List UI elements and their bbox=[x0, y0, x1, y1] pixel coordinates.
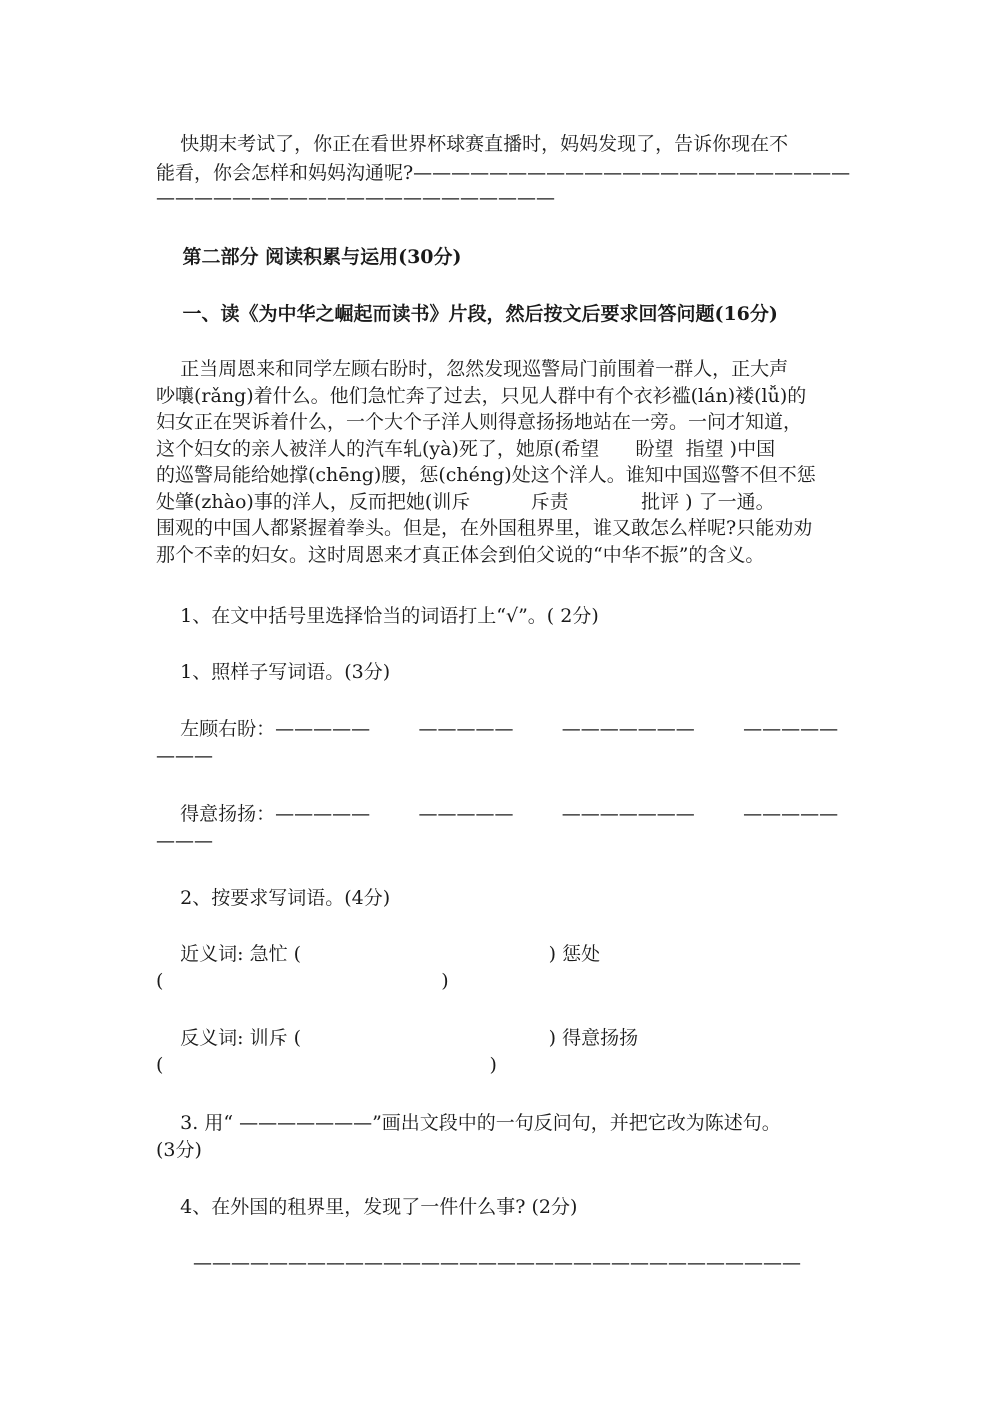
antonym-question-cont: ( ) bbox=[156, 1054, 497, 1076]
question-2-title: 2、按要求写词语。(4分) bbox=[156, 887, 391, 909]
passage-line: 吵嚷(rǎng)着什么。他们急忙奔了过去，只见人群中有个衣衫褴(lán)褛(lǚ)的 bbox=[156, 384, 807, 407]
passage-line: 妇女正在哭诉着什么，一个大个子洋人则得意扬扬地站在一旁。一问才知道， bbox=[156, 411, 803, 433]
question-3: 3. 用“ ———————”画出文段中的一句反问句，并把它改为陈述句。 bbox=[156, 1112, 781, 1134]
intro-line-2: 能看，你会怎样和妈妈沟通呢?——————————————————————— bbox=[156, 162, 851, 184]
antonym-question: 反义词: 训斥 ( ) 得意扬扬 bbox=[156, 1027, 639, 1049]
deyi-yangyang-blanks: 得意扬扬：————— ————— ——————— ————— bbox=[156, 803, 839, 825]
synonym-question-cont: ( ) bbox=[156, 970, 449, 992]
passage-line: 正当周恩来和同学左顾右盼时，忽然发现巡警局门前围着一群人，正大声 bbox=[156, 358, 789, 380]
intro-line-1: 快期末考试了，你正在看世界杯球赛直播时，妈妈发现了，告诉你现在不 bbox=[156, 133, 789, 155]
passage-line: 的巡警局能给她撑(chēng)腰，惩(chéng)处这个洋人。谁知中国巡警不但不惩 bbox=[156, 464, 816, 486]
synonym-question: 近义词: 急忙 ( ) 惩处 bbox=[156, 943, 601, 965]
passage-line: 那个不幸的妇女。这时周恩来才真正体会到伯父说的“中华不振”的含义。 bbox=[156, 543, 765, 566]
question-1-copy-words: 1、照样子写词语。(3分) bbox=[156, 661, 391, 683]
zuogu-youpan-blanks: 左顾右盼：————— ————— ——————— ————— bbox=[156, 718, 839, 740]
answer-line: ———————————————————————————————— bbox=[193, 1252, 801, 1274]
question-4: 4、在外国的租界里，发现了一件什么事? (2分) bbox=[156, 1196, 578, 1218]
question-3-points: (3分) bbox=[156, 1139, 202, 1161]
passage-line: 这个妇女的亲人被洋人的汽车轧(yà)死了，她原(希望 盼望 指望 )中国 bbox=[156, 437, 776, 460]
passage-line: 处肇(zhào)事的洋人，反而把她(训斥 斥责 批评 ) 了一通。 bbox=[156, 490, 775, 513]
zuogu-youpan-blanks-cont: ——— bbox=[156, 745, 213, 767]
question-1-select: 1、在文中括号里选择恰当的词语打上“√”。( 2分) bbox=[156, 605, 599, 627]
section1-title: 一、读《为中华之崛起而读书》片段，然后按文后要求回答问题(16分) bbox=[156, 303, 778, 325]
reading-passage bbox=[156, 356, 856, 568]
part2-title: 第二部分 阅读积累与运用(30分) bbox=[156, 246, 462, 268]
deyi-yangyang-blanks-cont: ——— bbox=[156, 830, 213, 852]
intro-line-3: ————————————————————— bbox=[156, 187, 555, 209]
passage-line: 围观的中国人都紧握着拳头。但是，在外国租界里，谁又敢怎么样呢?只能劝劝 bbox=[156, 517, 813, 539]
